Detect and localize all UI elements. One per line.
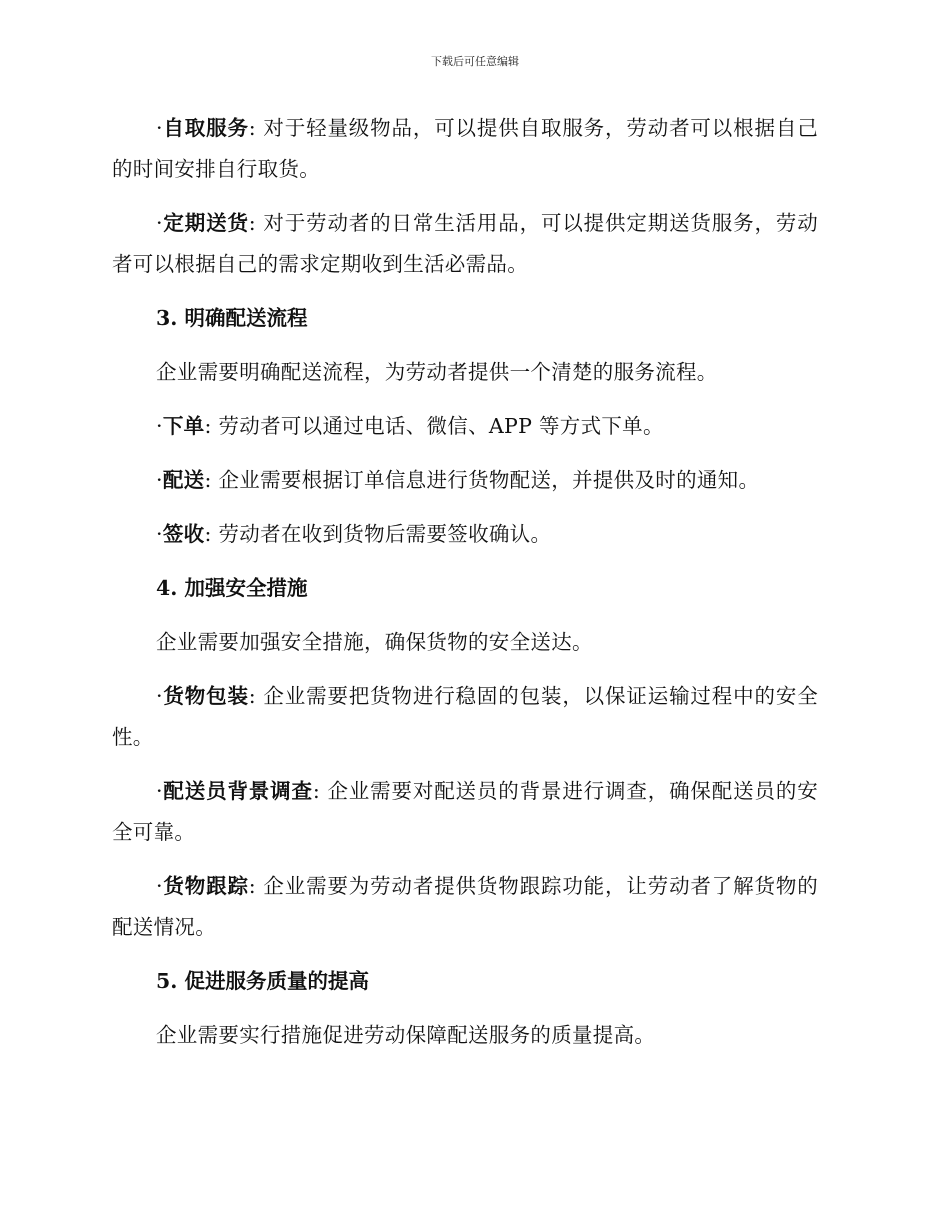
bullet-term: 签收 — [162, 522, 205, 546]
page-header: 下载后可任意编辑 — [431, 55, 519, 68]
bullet-term: 下单 — [162, 414, 205, 438]
section-heading-5: 5. 促进服务质量的提高 — [156, 969, 370, 993]
section-heading-4: 4. 加强安全措施 — [156, 576, 308, 600]
bullet-text: 企业需要为劳动者提供货物跟踪功能，让劳动者了解货物的配送情况。 — [112, 874, 818, 939]
bullet-term: 货物包装 — [162, 684, 249, 708]
bullet-separator: : — [312, 779, 321, 803]
bullet-term: 自取服务 — [162, 116, 249, 140]
bullet-term: 定期送货 — [162, 211, 249, 235]
bullet-text: 对于劳动者的日常生活用品，可以提供定期送货服务，劳动者可以根据自己的需求定期收到生活必需品。 — [112, 211, 818, 276]
bullet-text: 对于轻量级物品，可以提供自取服务，劳动者可以根据自己的时间安排自行取货。 — [112, 116, 818, 181]
section-intro-4: 企业需要加强安全措施，确保货物的安全送达。 — [156, 630, 593, 654]
bullet-signoff: ·签收: 劳动者在收到货物后需要签收确认。 — [156, 522, 552, 546]
bullet-scheduled-delivery: ·定期送货: 对于劳动者的日常生活用品，可以提供定期送货服务，劳动者可以根据自己的需求定期收到生活必需品。 — [112, 211, 818, 276]
bullet-tracking: ·货物跟踪: 企业需要为劳动者提供货物跟踪功能，让劳动者了解货物的配送情况。 — [112, 874, 818, 939]
bullet-separator: : — [248, 211, 257, 235]
bullet-separator: : — [248, 684, 257, 708]
bullet-text: 企业需要把货物进行稳固的包装，以保证运输过程中的安全性。 — [112, 684, 818, 749]
bullet-separator: : — [204, 468, 212, 492]
bullet-separator: : — [248, 116, 257, 140]
bullet-text: 企业需要对配送员的背景进行调查，确保配送员的安全可靠。 — [112, 779, 818, 844]
bullet-background-check: ·配送员背景调查: 企业需要对配送员的背景进行调查，确保配送员的安全可靠。 — [112, 779, 818, 844]
bullet-separator: : — [248, 874, 257, 898]
document-body — [112, 108, 818, 1069]
bullet-order: ·下单: 劳动者可以通过电话、微信、APP 等方式下单。 — [156, 414, 664, 438]
bullet-text: 劳动者可以通过电话、微信、APP 等方式下单。 — [211, 414, 664, 438]
bullet-term: 配送 — [162, 468, 205, 492]
bullet-term: 货物跟踪 — [162, 874, 249, 898]
bullet-term: 配送员背景调查 — [162, 779, 313, 803]
section-heading-3: 3. 明确配送流程 — [156, 306, 308, 330]
bullet-text: 企业需要根据订单信息进行货物配送，并提供及时的通知。 — [211, 468, 760, 492]
bullet-separator: : — [204, 522, 212, 546]
bullet-text: 劳动者在收到货物后需要签收确认。 — [211, 522, 552, 546]
section-intro-5: 企业需要实行措施促进劳动保障配送服务的质量提高。 — [156, 1023, 656, 1047]
bullet-separator: : — [204, 414, 212, 438]
bullet-packaging: ·货物包装: 企业需要把货物进行稳固的包装，以保证运输过程中的安全性。 — [112, 684, 818, 749]
bullet-delivery: ·配送: 企业需要根据订单信息进行货物配送，并提供及时的通知。 — [156, 468, 760, 492]
bullet-self-pickup: ·自取服务: 对于轻量级物品，可以提供自取服务，劳动者可以根据自己的时间安排自行取货。 — [112, 116, 818, 181]
section-intro-3: 企业需要明确配送流程，为劳动者提供一个清楚的服务流程。 — [156, 360, 718, 384]
